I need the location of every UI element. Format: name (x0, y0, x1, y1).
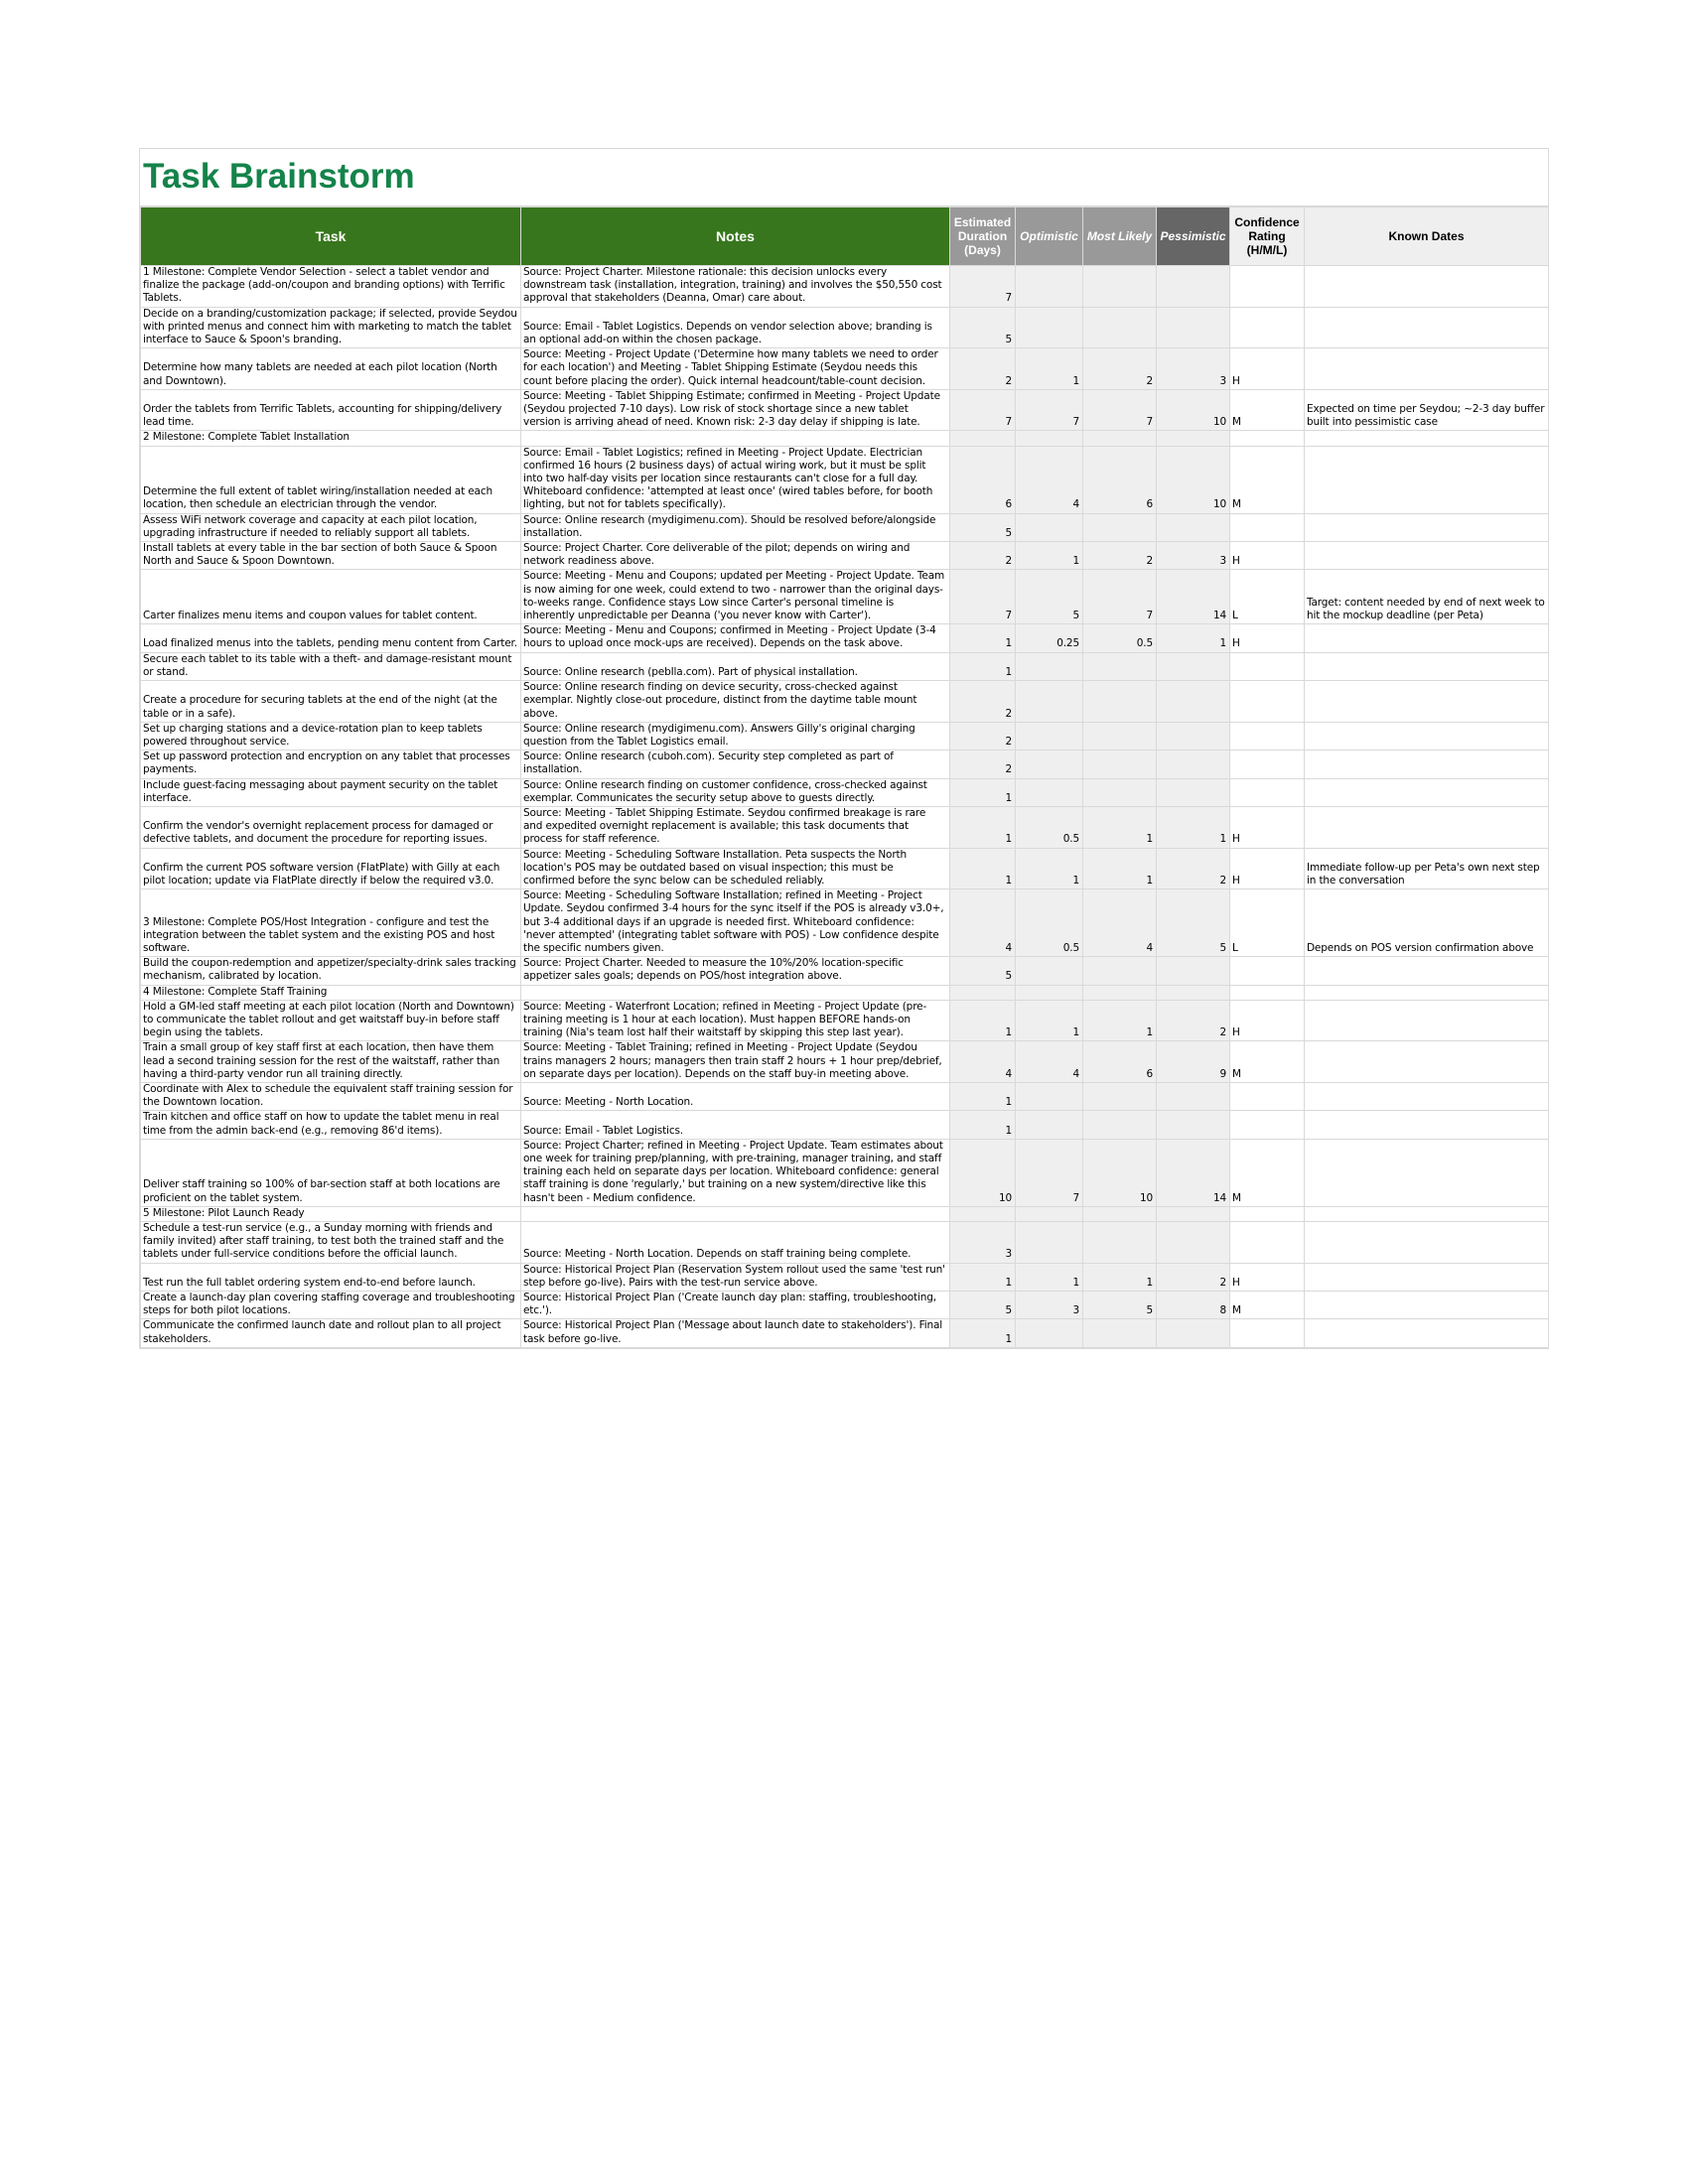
estimated-cell: 1 (950, 848, 1016, 889)
pessimistic-cell (1157, 652, 1230, 680)
table-row (141, 1263, 1549, 1291)
known-dates-cell (1305, 778, 1549, 806)
table-row (141, 1082, 1549, 1110)
table-row (141, 570, 1549, 624)
task-cell: Build the coupon-redemption and appetizer/specialty-drink sales tracking mechanism, calibrated by location. (141, 957, 521, 985)
table-row (141, 778, 1549, 806)
task-cell: Test run the full tablet ordering system end-to-end before launch. (141, 1263, 521, 1291)
optimistic-cell (1016, 722, 1083, 750)
optimistic-cell (1016, 1319, 1083, 1347)
optimistic-cell (1016, 681, 1083, 723)
pessimistic-cell: 3 (1157, 542, 1230, 570)
pessimistic-cell (1157, 957, 1230, 985)
notes-cell: Source: Meeting - North Location. (521, 1082, 950, 1110)
pessimistic-cell: 5 (1157, 889, 1230, 957)
estimated-cell: 4 (950, 1041, 1016, 1083)
confidence-cell: H (1230, 624, 1305, 652)
most-likely-cell: 7 (1083, 570, 1157, 624)
optimistic-cell (1016, 652, 1083, 680)
optimistic-cell (1016, 513, 1083, 541)
known-dates-cell (1305, 431, 1549, 446)
header-task: Task (141, 207, 521, 266)
notes-cell: Source: Online research (mydigimenu.com). Should be resolved before/alongside installation. (521, 513, 950, 541)
known-dates-cell: Expected on time per Seydou; ~2-3 day buffer built into pessimistic case (1305, 389, 1549, 431)
header-confidence: Confidence Rating (H/M/L) (1230, 207, 1305, 266)
known-dates-cell (1305, 751, 1549, 778)
optimistic-cell: 1 (1016, 1263, 1083, 1291)
most-likely-cell: 1 (1083, 806, 1157, 848)
optimistic-cell (1016, 751, 1083, 778)
most-likely-cell (1083, 307, 1157, 348)
estimated-cell: 6 (950, 446, 1016, 513)
estimated-cell: 1 (950, 624, 1016, 652)
most-likely-cell: 6 (1083, 446, 1157, 513)
confidence-cell: H (1230, 542, 1305, 570)
pessimistic-cell: 10 (1157, 446, 1230, 513)
pessimistic-cell (1157, 266, 1230, 308)
known-dates-cell (1305, 1263, 1549, 1291)
confidence-cell (1230, 778, 1305, 806)
optimistic-cell (1016, 266, 1083, 308)
optimistic-cell: 3 (1016, 1292, 1083, 1319)
task-cell: Deliver staff training so 100% of bar-section staff at both locations are proficient on the tablet system. (141, 1139, 521, 1206)
task-cell: Set up password protection and encryption on any tablet that processes payments. (141, 751, 521, 778)
most-likely-cell (1083, 652, 1157, 680)
known-dates-cell (1305, 1000, 1549, 1041)
notes-cell: Source: Meeting - Tablet Shipping Estimate; confirmed in Meeting - Project Update (Seydou projected 7-10 days). Low risk of stock shortage since a new tablet version is arriving ahead of need. Known risk: 2-3 day delay if shipping is late. (521, 389, 950, 431)
estimated-cell: 1 (950, 1319, 1016, 1347)
pessimistic-cell: 14 (1157, 1139, 1230, 1206)
notes-cell: Source: Meeting - Menu and Coupons; updated per Meeting - Project Update. Team is now aiming for one week, could extend to two - narrower than the original days-to-weeks range. Confidence stays Low since Carter's personal timeline is inherently unpredictable per Deanna ('you never know with Carter'). (521, 570, 950, 624)
estimated-cell: 1 (950, 1111, 1016, 1139)
notes-cell: Source: Online research finding on customer confidence, cross-checked against exemplar. Communicates the security setup above to guests directly. (521, 778, 950, 806)
confidence-cell: H (1230, 848, 1305, 889)
confidence-cell: M (1230, 446, 1305, 513)
table-row (141, 722, 1549, 750)
task-cell: Determine the full extent of tablet wiring/installation needed at each location, then schedule an electrician through the vendor. (141, 446, 521, 513)
most-likely-cell (1083, 431, 1157, 446)
known-dates-cell (1305, 1082, 1549, 1110)
task-cell: Confirm the vendor's overnight replacement process for damaged or defective tablets, and document the procedure for reporting issues. (141, 806, 521, 848)
pessimistic-cell (1157, 307, 1230, 348)
optimistic-cell: 5 (1016, 570, 1083, 624)
estimated-cell (950, 431, 1016, 446)
most-likely-cell (1083, 1206, 1157, 1221)
notes-cell (521, 431, 950, 446)
task-cell: Confirm the current POS software version (FlatPlate) with Gilly at each pilot location; update via FlatPlate directly if below the required v3.0. (141, 848, 521, 889)
milestone-row (141, 985, 1549, 1000)
confidence-cell (1230, 1206, 1305, 1221)
optimistic-cell: 0.25 (1016, 624, 1083, 652)
table-row (141, 1222, 1549, 1264)
notes-cell: Source: Meeting - Tablet Training; refined in Meeting - Project Update (Seydou trains managers 2 hours; managers then train staff 2 hours + 1 hour prep/debrief, on separate days per location). Depends on the staff buy-in meeting above. (521, 1041, 950, 1083)
known-dates-cell (1305, 542, 1549, 570)
pessimistic-cell (1157, 722, 1230, 750)
estimated-cell: 4 (950, 889, 1016, 957)
most-likely-cell (1083, 1082, 1157, 1110)
optimistic-cell (1016, 1206, 1083, 1221)
confidence-cell: M (1230, 1139, 1305, 1206)
page-title: Task Brainstorm (143, 157, 415, 196)
optimistic-cell: 0.5 (1016, 806, 1083, 848)
pessimistic-cell: 8 (1157, 1292, 1230, 1319)
most-likely-cell (1083, 266, 1157, 308)
header-estimated: Estimated Duration (Days) (950, 207, 1016, 266)
most-likely-cell (1083, 1222, 1157, 1264)
estimated-cell (950, 985, 1016, 1000)
most-likely-cell (1083, 957, 1157, 985)
header-row (141, 207, 1549, 266)
table-row (141, 542, 1549, 570)
known-dates-cell (1305, 624, 1549, 652)
optimistic-cell: 4 (1016, 446, 1083, 513)
known-dates-cell (1305, 307, 1549, 348)
pessimistic-cell: 14 (1157, 570, 1230, 624)
known-dates-cell (1305, 1292, 1549, 1319)
optimistic-cell: 1 (1016, 1000, 1083, 1041)
estimated-cell: 5 (950, 513, 1016, 541)
table-body (141, 266, 1549, 1348)
notes-cell: Source: Meeting - Project Update ('Determine how many tablets we need to order for each location') and Meeting - Tablet Shipping Estimate (Seydou needs this count before placing the order). Quick internal headcount/table-count decision. (521, 348, 950, 390)
task-cell: Load finalized menus into the tablets, pending menu content from Carter. (141, 624, 521, 652)
most-likely-cell: 0.5 (1083, 624, 1157, 652)
confidence-cell: L (1230, 889, 1305, 957)
pessimistic-cell: 2 (1157, 1263, 1230, 1291)
known-dates-cell (1305, 681, 1549, 723)
notes-cell: Source: Meeting - Waterfront Location; refined in Meeting - Project Update (pre-training meeting is 1 hour at each location). Must happen BEFORE hands-on training (Nia's team lost half their waitstaff by skipping this step last year). (521, 1000, 950, 1041)
table-row (141, 1041, 1549, 1083)
pessimistic-cell (1157, 1082, 1230, 1110)
estimated-cell: 5 (950, 957, 1016, 985)
task-cell: Communicate the confirmed launch date and rollout plan to all project stakeholders. (141, 1319, 521, 1347)
optimistic-cell: 4 (1016, 1041, 1083, 1083)
pessimistic-cell (1157, 985, 1230, 1000)
known-dates-cell (1305, 1111, 1549, 1139)
known-dates-cell (1305, 1206, 1549, 1221)
estimated-cell: 1 (950, 778, 1016, 806)
known-dates-cell: Immediate follow-up per Peta's own next step in the conversation (1305, 848, 1549, 889)
confidence-cell (1230, 1111, 1305, 1139)
notes-cell: Source: Project Charter. Needed to measure the 10%/20% location-specific appetizer sales goals; depends on POS/host integration above. (521, 957, 950, 985)
task-cell: Train kitchen and office staff on how to update the tablet menu in real time from the admin back-end (e.g., removing 86'd items). (141, 1111, 521, 1139)
estimated-cell: 1 (950, 806, 1016, 848)
header-known-dates: Known Dates (1305, 207, 1549, 266)
pessimistic-cell (1157, 1111, 1230, 1139)
confidence-cell (1230, 266, 1305, 308)
most-likely-cell: 5 (1083, 1292, 1157, 1319)
pessimistic-cell: 10 (1157, 389, 1230, 431)
estimated-cell: 5 (950, 307, 1016, 348)
notes-cell: Source: Email - Tablet Logistics. Depends on vendor selection above; branding is an optional add-on within the chosen package. (521, 307, 950, 348)
notes-cell: Source: Meeting - Scheduling Software Installation; refined in Meeting - Project Update. Seydou confirmed 3-4 hours for the sync itself if the POS is already v3.0+, but 3-4 additional days if an upgrade is needed first. Whiteboard confidence: 'never attempted' (integrating tablet software with POS) - Low confidence despite the specific numbers given. (521, 889, 950, 957)
most-likely-cell: 2 (1083, 542, 1157, 570)
confidence-cell: M (1230, 1292, 1305, 1319)
notes-cell: Source: Project Charter. Core deliverable of the pilot; depends on wiring and network readiness above. (521, 542, 950, 570)
known-dates-cell (1305, 266, 1549, 308)
optimistic-cell (1016, 957, 1083, 985)
table-row (141, 957, 1549, 985)
notes-cell: Source: Historical Project Plan ('Message about launch date to stakeholders'). Final task before go-live. (521, 1319, 950, 1347)
optimistic-cell (1016, 1082, 1083, 1110)
pessimistic-cell (1157, 751, 1230, 778)
task-cell: Install tablets at every table in the bar section of both Sauce & Spoon North and Sauce & Spoon Downtown. (141, 542, 521, 570)
header-optimistic: Optimistic (1016, 207, 1083, 266)
table-row (141, 1139, 1549, 1206)
optimistic-cell (1016, 1111, 1083, 1139)
spreadsheet (139, 148, 1549, 1349)
known-dates-cell (1305, 985, 1549, 1000)
pessimistic-cell (1157, 1222, 1230, 1264)
confidence-cell (1230, 1319, 1305, 1347)
pessimistic-cell: 1 (1157, 806, 1230, 848)
notes-cell: Source: Meeting - Scheduling Software Installation. Peta suspects the North location's POS may be outdated based on visual inspection; this must be confirmed before the sync below can be scheduled reliably. (521, 848, 950, 889)
estimated-cell: 2 (950, 542, 1016, 570)
most-likely-cell: 1 (1083, 1000, 1157, 1041)
pessimistic-cell (1157, 1206, 1230, 1221)
confidence-cell (1230, 681, 1305, 723)
estimated-cell: 1 (950, 1263, 1016, 1291)
table-row (141, 652, 1549, 680)
table-row (141, 806, 1549, 848)
pessimistic-cell: 9 (1157, 1041, 1230, 1083)
table-row (141, 848, 1549, 889)
task-cell: Carter finalizes menu items and coupon values for tablet content. (141, 570, 521, 624)
estimated-cell: 1 (950, 1082, 1016, 1110)
task-cell: Hold a GM-led staff meeting at each pilot location (North and Downtown) to communicate the tablet rollout and get waitstaff buy-in before staff begin using the tablets. (141, 1000, 521, 1041)
optimistic-cell: 7 (1016, 389, 1083, 431)
most-likely-cell (1083, 681, 1157, 723)
known-dates-cell (1305, 1139, 1549, 1206)
task-cell: 4 Milestone: Complete Staff Training (141, 985, 521, 1000)
confidence-cell (1230, 957, 1305, 985)
task-cell: Coordinate with Alex to schedule the equivalent staff training session for the Downtown location. (141, 1082, 521, 1110)
table-row (141, 266, 1549, 308)
pessimistic-cell: 2 (1157, 1000, 1230, 1041)
task-cell: 3 Milestone: Complete POS/Host Integration - configure and test the integration between the tablet system and the existing POS and host software. (141, 889, 521, 957)
estimated-cell: 7 (950, 266, 1016, 308)
optimistic-cell (1016, 431, 1083, 446)
task-cell: 5 Milestone: Pilot Launch Ready (141, 1206, 521, 1221)
notes-cell: Source: Historical Project Plan ('Create launch day plan: staffing, troubleshooting, etc.'). (521, 1292, 950, 1319)
notes-cell (521, 1206, 950, 1221)
table-row (141, 348, 1549, 390)
task-cell: Create a procedure for securing tablets at the end of the night (at the table or in a safe). (141, 681, 521, 723)
known-dates-cell (1305, 1041, 1549, 1083)
pessimistic-cell (1157, 681, 1230, 723)
confidence-cell (1230, 431, 1305, 446)
estimated-cell: 2 (950, 751, 1016, 778)
pessimistic-cell: 1 (1157, 624, 1230, 652)
confidence-cell: M (1230, 1041, 1305, 1083)
most-likely-cell: 6 (1083, 1041, 1157, 1083)
optimistic-cell: 1 (1016, 848, 1083, 889)
table-row (141, 751, 1549, 778)
notes-cell: Source: Online research (pebIla.com). Part of physical installation. (521, 652, 950, 680)
most-likely-cell: 10 (1083, 1139, 1157, 1206)
task-cell: Decide on a branding/customization package; if selected, provide Seydou with printed menus and connect him with marketing to match the tablet interface to Sauce & Spoon's branding. (141, 307, 521, 348)
milestone-row (141, 431, 1549, 446)
estimated-cell: 7 (950, 570, 1016, 624)
title-row (140, 149, 1548, 206)
pessimistic-cell: 2 (1157, 848, 1230, 889)
confidence-cell (1230, 1082, 1305, 1110)
most-likely-cell (1083, 1111, 1157, 1139)
notes-cell: Source: Historical Project Plan (Reservation System rollout used the same 'test run' step before go-live). Pairs with the test-run service above. (521, 1263, 950, 1291)
confidence-cell (1230, 513, 1305, 541)
confidence-cell (1230, 652, 1305, 680)
most-likely-cell (1083, 1319, 1157, 1347)
table-row (141, 681, 1549, 723)
most-likely-cell: 1 (1083, 848, 1157, 889)
table-row (141, 307, 1549, 348)
known-dates-cell: Depends on POS version confirmation above (1305, 889, 1549, 957)
confidence-cell (1230, 1222, 1305, 1264)
known-dates-cell (1305, 348, 1549, 390)
pessimistic-cell (1157, 778, 1230, 806)
optimistic-cell: 7 (1016, 1139, 1083, 1206)
estimated-cell: 7 (950, 389, 1016, 431)
pessimistic-cell (1157, 431, 1230, 446)
most-likely-cell (1083, 778, 1157, 806)
header-most-likely: Most Likely (1083, 207, 1157, 266)
most-likely-cell: 4 (1083, 889, 1157, 957)
most-likely-cell (1083, 513, 1157, 541)
known-dates-cell (1305, 806, 1549, 848)
known-dates-cell (1305, 957, 1549, 985)
confidence-cell (1230, 751, 1305, 778)
header-pessimistic: Pessimistic (1157, 207, 1230, 266)
task-cell: Create a launch-day plan covering staffing coverage and troubleshooting steps for both pilot locations. (141, 1292, 521, 1319)
known-dates-cell (1305, 446, 1549, 513)
task-cell: Secure each tablet to its table with a theft- and damage-resistant mount or stand. (141, 652, 521, 680)
table-row (141, 624, 1549, 652)
estimated-cell: 5 (950, 1292, 1016, 1319)
confidence-cell: H (1230, 806, 1305, 848)
estimated-cell: 1 (950, 1000, 1016, 1041)
notes-cell (521, 985, 950, 1000)
known-dates-cell (1305, 652, 1549, 680)
notes-cell: Source: Project Charter; refined in Meeting - Project Update. Team estimates about one week for training prep/planning, with pre-training, manager training, and staff training each held on separate days per location. Whiteboard confidence: general staff training is done 'regularly,' but training on a new system/directive like this hasn't been - Medium confidence. (521, 1139, 950, 1206)
confidence-cell: L (1230, 570, 1305, 624)
task-cell: 2 Milestone: Complete Tablet Installation (141, 431, 521, 446)
table-row (141, 389, 1549, 431)
task-cell: Schedule a test-run service (e.g., a Sunday morning with friends and family invited) after staff training, to test both the trained staff and the tablets under full-service conditions before the official launch. (141, 1222, 521, 1264)
pessimistic-cell: 3 (1157, 348, 1230, 390)
table-row (141, 889, 1549, 957)
table-row (141, 1111, 1549, 1139)
known-dates-cell (1305, 513, 1549, 541)
optimistic-cell: 1 (1016, 348, 1083, 390)
table-row (141, 1319, 1549, 1347)
notes-cell: Source: Meeting - North Location. Depends on staff training being complete. (521, 1222, 950, 1264)
estimated-cell: 2 (950, 722, 1016, 750)
estimated-cell: 10 (950, 1139, 1016, 1206)
most-likely-cell: 2 (1083, 348, 1157, 390)
task-cell: Train a small group of key staff first at each location, then have them lead a second training session for the rest of the waitstaff, rather than having a third-party vendor run all training directly. (141, 1041, 521, 1083)
optimistic-cell (1016, 307, 1083, 348)
notes-cell: Source: Project Charter. Milestone rationale: this decision unlocks every downstream task (installation, integration, training) and involves the $50,550 cost approval that stakeholders (Deanna, Omar) care about. (521, 266, 950, 308)
notes-cell: Source: Meeting - Tablet Shipping Estimate. Seydou confirmed breakage is rare and expedited overnight replacement is available; this task documents that process for staff reference. (521, 806, 950, 848)
confidence-cell: M (1230, 389, 1305, 431)
confidence-cell (1230, 722, 1305, 750)
pessimistic-cell (1157, 1319, 1230, 1347)
optimistic-cell: 0.5 (1016, 889, 1083, 957)
pessimistic-cell (1157, 513, 1230, 541)
most-likely-cell (1083, 985, 1157, 1000)
most-likely-cell (1083, 751, 1157, 778)
table-row (141, 513, 1549, 541)
optimistic-cell (1016, 778, 1083, 806)
known-dates-cell (1305, 1222, 1549, 1264)
table-row (141, 446, 1549, 513)
optimistic-cell (1016, 985, 1083, 1000)
confidence-cell: H (1230, 1000, 1305, 1041)
known-dates-cell (1305, 722, 1549, 750)
confidence-cell (1230, 985, 1305, 1000)
most-likely-cell: 7 (1083, 389, 1157, 431)
most-likely-cell: 1 (1083, 1263, 1157, 1291)
optimistic-cell (1016, 1222, 1083, 1264)
estimated-cell: 1 (950, 652, 1016, 680)
known-dates-cell: Target: content needed by end of next week to hit the mockup deadline (per Peta) (1305, 570, 1549, 624)
header-notes: Notes (521, 207, 950, 266)
confidence-cell: H (1230, 348, 1305, 390)
task-cell: 1 Milestone: Complete Vendor Selection - select a tablet vendor and finalize the package (add-on/coupon and branding options) with Terrific Tablets. (141, 266, 521, 308)
confidence-cell: H (1230, 1263, 1305, 1291)
confidence-cell (1230, 307, 1305, 348)
notes-cell: Source: Meeting - Menu and Coupons; confirmed in Meeting - Project Update (3-4 hours to upload once mock-ups are received). Depends on the task above. (521, 624, 950, 652)
task-cell: Order the tablets from Terrific Tablets, accounting for shipping/delivery lead time. (141, 389, 521, 431)
task-cell: Set up charging stations and a device-rotation plan to keep tablets powered throughout service. (141, 722, 521, 750)
milestone-row (141, 1206, 1549, 1221)
table-row (141, 1292, 1549, 1319)
notes-cell: Source: Email - Tablet Logistics. (521, 1111, 950, 1139)
task-cell: Assess WiFi network coverage and capacity at each pilot location, upgrading infrastructure if needed to reliably support all tablets. (141, 513, 521, 541)
notes-cell: Source: Online research (mydigimenu.com). Answers Gilly's original charging question from the Tablet Logistics email. (521, 722, 950, 750)
task-cell: Include guest-facing messaging about payment security on the tablet interface. (141, 778, 521, 806)
table-row (141, 1000, 1549, 1041)
known-dates-cell (1305, 1319, 1549, 1347)
task-table (140, 206, 1549, 1348)
optimistic-cell: 1 (1016, 542, 1083, 570)
estimated-cell: 2 (950, 681, 1016, 723)
estimated-cell: 3 (950, 1222, 1016, 1264)
notes-cell: Source: Online research finding on device security, cross-checked against exemplar. Nightly close-out procedure, distinct from the daytime table mount above. (521, 681, 950, 723)
most-likely-cell (1083, 722, 1157, 750)
task-cell: Determine how many tablets are needed at each pilot location (North and Downtown). (141, 348, 521, 390)
estimated-cell: 2 (950, 348, 1016, 390)
notes-cell: Source: Email - Tablet Logistics; refined in Meeting - Project Update. Electrician confirmed 16 hours (2 business days) of actual wiring work, but it must be split into two half-day visits per location since restaurants can't close for a full day. Whiteboard confidence: 'attempted at least once' (wired tables before, for booth lighting, but not for tablets specifically). (521, 446, 950, 513)
estimated-cell (950, 1206, 1016, 1221)
notes-cell: Source: Online research (cuboh.com). Security step completed as part of installation. (521, 751, 950, 778)
